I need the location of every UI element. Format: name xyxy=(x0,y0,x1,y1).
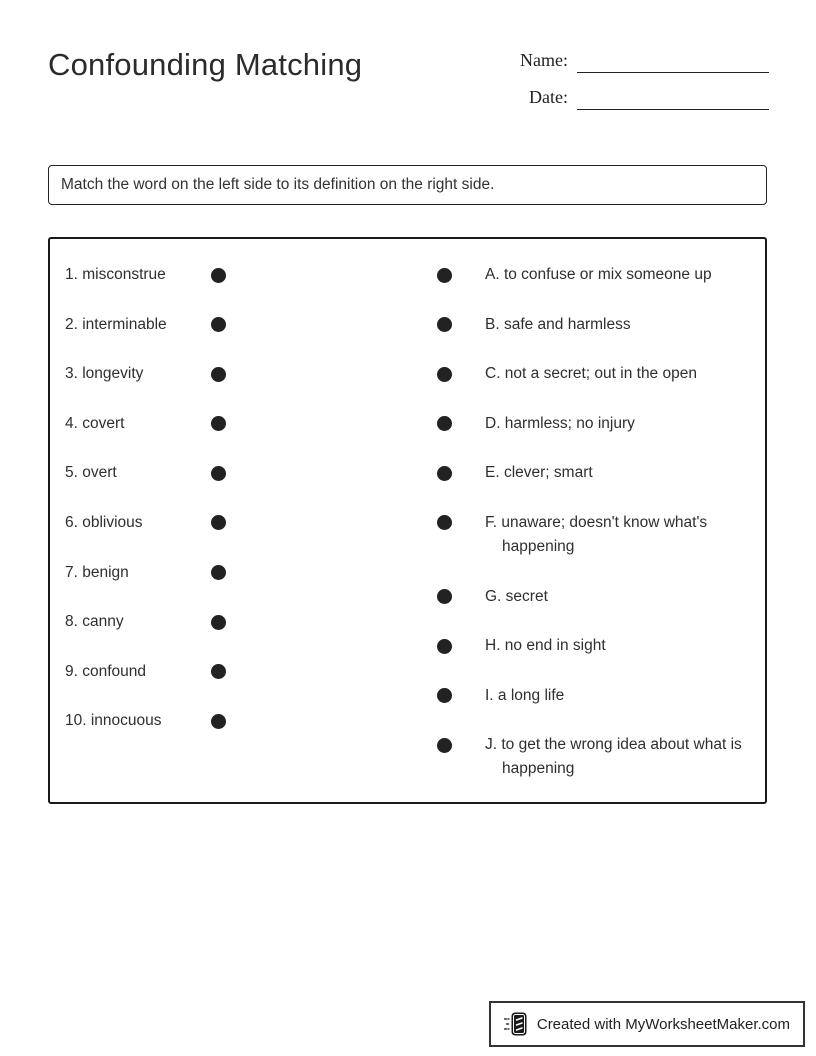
word-row xyxy=(65,461,437,485)
word-match-dot[interactable] xyxy=(211,664,226,679)
word-label: 8. canny xyxy=(65,613,124,631)
definitions-column xyxy=(437,263,765,802)
definition-match-dot[interactable] xyxy=(437,639,452,654)
definition-row xyxy=(437,511,765,559)
definition-label: B. safe and harmless xyxy=(485,315,631,333)
credit-text: Created with MyWorksheetMaker.com xyxy=(536,1015,790,1033)
definition-label: I. a long life xyxy=(485,686,565,704)
word-label: 4. covert xyxy=(65,414,125,432)
definition-match-dot[interactable] xyxy=(437,589,452,604)
name-blank-line xyxy=(577,50,769,73)
word-row xyxy=(65,511,437,535)
word-match-dot[interactable] xyxy=(211,515,226,530)
definition-row xyxy=(437,263,765,287)
word-row xyxy=(65,709,437,733)
definition-match-dot[interactable] xyxy=(437,688,452,703)
definition-label: A. to confuse or mix someone up xyxy=(485,266,712,283)
word-row xyxy=(65,660,437,684)
word-row xyxy=(65,561,437,585)
definition-label: J. to get the wrong idea about what is happening xyxy=(485,736,742,778)
word-match-dot[interactable] xyxy=(211,615,226,630)
word-match-dot[interactable] xyxy=(211,317,226,332)
word-label: 3. longevity xyxy=(65,365,144,383)
definition-label: H. no end in sight xyxy=(485,637,606,655)
definition-label: C. not a secret; out in the open xyxy=(485,365,697,383)
word-row xyxy=(65,313,437,337)
definition-match-dot[interactable] xyxy=(437,367,452,382)
definition-label: F. unaware; doesn't know what's happening xyxy=(485,513,708,555)
word-label: 2. interminable xyxy=(65,315,167,333)
name-date-block xyxy=(520,50,769,110)
word-label: 10. innocuous xyxy=(65,712,162,730)
matching-exercise-box xyxy=(48,237,767,804)
word-match-dot[interactable] xyxy=(211,367,226,382)
definition-match-dot[interactable] xyxy=(437,268,452,283)
definition-row xyxy=(437,362,765,386)
definition-match-dot[interactable] xyxy=(437,466,452,481)
definition-match-dot[interactable] xyxy=(437,515,452,530)
word-match-dot[interactable] xyxy=(211,565,226,580)
definition-match-dot[interactable] xyxy=(437,416,452,431)
definition-row xyxy=(437,684,765,708)
definition-row xyxy=(437,412,765,436)
definition-row xyxy=(437,461,765,485)
definition-match-dot[interactable] xyxy=(437,317,452,332)
definition-row xyxy=(437,634,765,658)
definition-row xyxy=(437,313,765,337)
word-row xyxy=(65,412,437,436)
page-title: Confounding Matching xyxy=(48,47,363,82)
name-label: Name: xyxy=(520,50,568,70)
definition-row xyxy=(437,733,765,781)
word-match-dot[interactable] xyxy=(211,714,226,729)
date-label: Date: xyxy=(529,87,568,107)
definition-match-dot[interactable] xyxy=(437,738,452,753)
word-label: 5. overt xyxy=(65,464,117,482)
word-match-dot[interactable] xyxy=(211,416,226,431)
word-match-dot[interactable] xyxy=(211,466,226,481)
definition-label: G. secret xyxy=(485,587,548,605)
word-row xyxy=(65,362,437,386)
word-label: 1. misconstrue xyxy=(65,266,166,283)
word-row xyxy=(65,263,437,287)
definition-row xyxy=(437,585,765,609)
date-blank-line xyxy=(577,87,769,110)
word-label: 6. oblivious xyxy=(65,513,143,531)
words-column xyxy=(65,263,437,802)
word-row xyxy=(65,610,437,634)
word-match-dot[interactable] xyxy=(211,268,226,283)
word-label: 9. confound xyxy=(65,662,147,680)
instructions-box xyxy=(48,165,767,205)
instructions-text: Match the word on the left side to its definition on the right side. xyxy=(61,176,495,193)
word-label: 7. benign xyxy=(65,563,129,581)
worksheet-logo-icon xyxy=(504,1011,528,1037)
definition-label: D. harmless; no injury xyxy=(485,414,635,432)
credit-box[interactable] xyxy=(489,1001,805,1047)
definition-label: E. clever; smart xyxy=(485,464,593,482)
